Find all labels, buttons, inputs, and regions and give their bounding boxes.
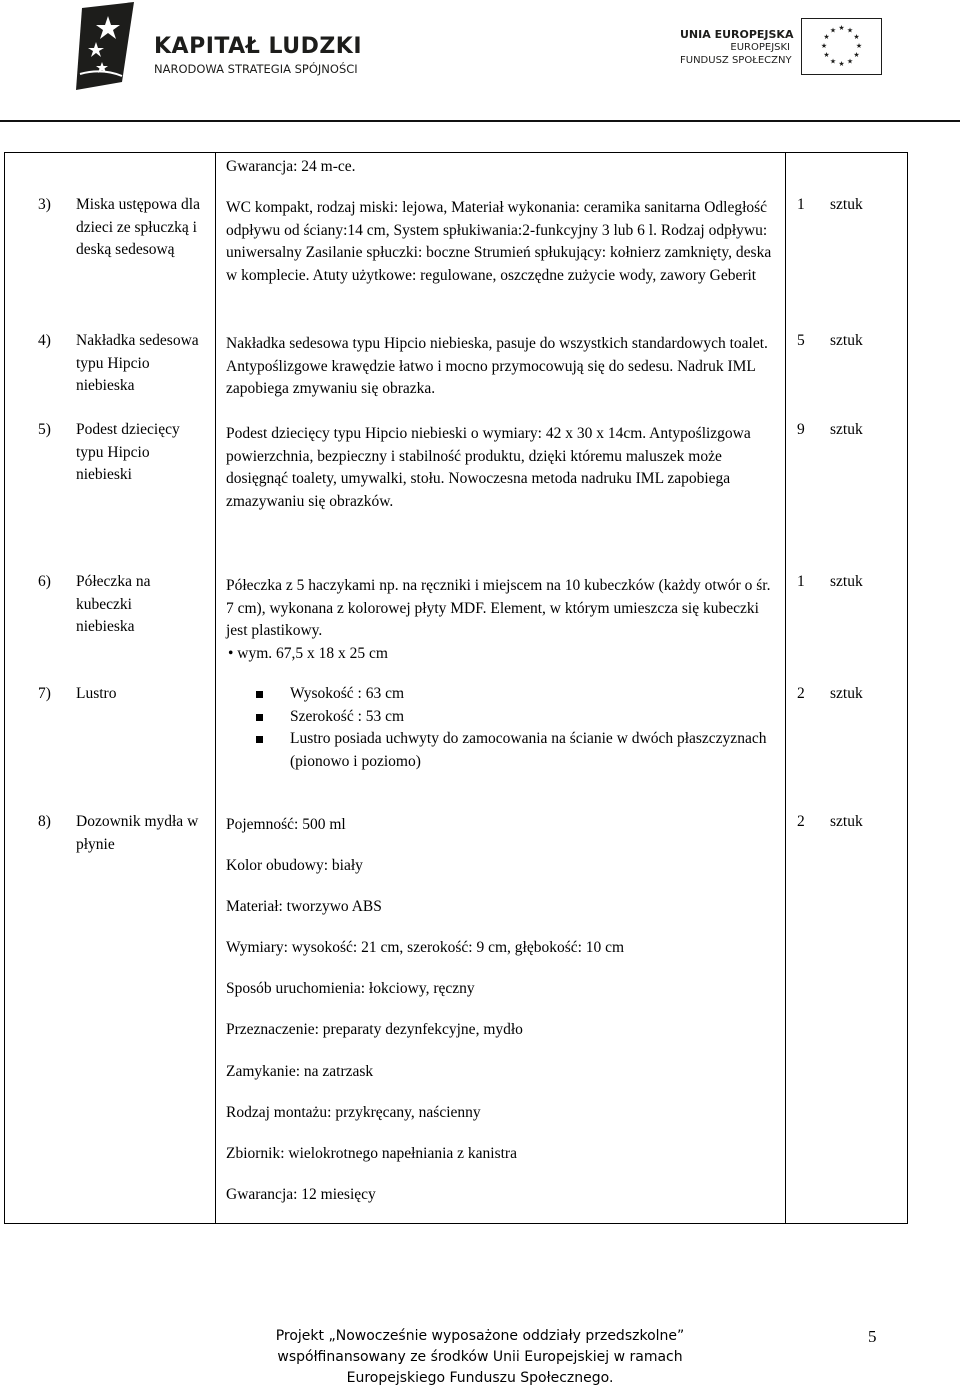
eu-fund-label: [680, 28, 794, 67]
footer-line: Projekt „Nowocześnie wyposażone oddziały przedszkolne”: [275, 1328, 685, 1344]
svg-text:★: ★: [846, 57, 854, 66]
item-quantity: [797, 419, 863, 442]
spec-line: Materiał: tworzywo ABS: [226, 898, 382, 916]
quantity-unit: sztuk: [830, 196, 863, 213]
item-description: Podest dziecięcy typu Hipcio niebieski o wymiary: 42 x 30 x 14cm. Antypoślizgowa powierzchnia, bezpieczny i stabilność produktu, dzięki któremu maluszek może dosięgnąć toalety, umywalki, stołu. Nowoczesna metoda nadruku IML zapobiega zmazywaniu się obrazków.: [226, 425, 751, 510]
item-number: 4): [38, 332, 51, 349]
kapital-ludzki-subtitle: NARODOWA STRATEGIA SPÓJNOŚCI: [154, 62, 358, 76]
item-name: Nakładka sedesowa typu Hipcio niebieska: [76, 332, 199, 394]
spec-line: Zbiornik: wielokrotnego napełniania z kanistra: [226, 1144, 517, 1162]
quantity-value: 5: [797, 332, 805, 349]
quantity-unit: sztuk: [830, 573, 863, 590]
spec-line: Kolor obudowy: biały: [226, 857, 363, 875]
spec-line: Gwarancja: 12 miesięcy: [226, 1185, 376, 1203]
spec-line: Sposób uruchomienia: łokciowy, ręczny: [226, 980, 475, 998]
svg-text:★: ★: [829, 26, 837, 35]
eu-label-line3: FUNDUSZ SPOŁECZNY: [680, 55, 792, 66]
svg-text:★: ★: [823, 51, 830, 59]
svg-text:★: ★: [855, 42, 863, 50]
item-quantity: [797, 683, 863, 706]
item-name: Dozownik mydła w płynie: [76, 813, 199, 853]
item-dimensions-bullet: • wym. 67,5 x 18 x 25 cm: [228, 644, 388, 662]
item-description: Nakładka sedesowa typu Hipcio niebieska, pasuje do wszystkich standardowych toalet. Antypoślizgowe krawędzie łatwo i mocno przymocowują się do sedesu. Nadruk IML zapobiega zmywaniu się obrazka.: [226, 335, 768, 397]
table-column-divider: [215, 152, 216, 1224]
spec-line: Wymiary: wysokość: 21 cm, szerokość: 9 cm, głębokość: 10 cm: [226, 939, 625, 957]
item-number: 7): [38, 685, 51, 702]
eu-flag-icon: [801, 18, 882, 75]
item-quantity: [797, 811, 863, 834]
spec-text: Wysokość : 63 cm: [290, 685, 405, 702]
square-bullet-icon: [256, 736, 263, 743]
item-quantity: [797, 194, 863, 217]
quantity-value: 9: [797, 421, 805, 438]
item-name: Miska ustępowa dla dzieci ze spłuczką i deską sedesową: [76, 196, 200, 258]
item-description-text: Półeczka z 5 haczykami np. na ręczniki i miejscem na 10 kubeczków (każdy otwór o śr. 7 cm), wykonana z kolorowej płyty MDF. Element, w którym umieszcza się kubeczki jest plastikowy.: [226, 577, 771, 639]
quantity-value: 2: [797, 685, 805, 702]
spec-line: Przeznaczenie: preparaty dezynfekcyjne, mydło: [226, 1021, 523, 1039]
item-quantity: [797, 330, 863, 353]
quantity-unit: sztuk: [830, 332, 863, 349]
spec-line: Pojemność: 500 ml: [226, 816, 346, 833]
item-spec-list: [226, 814, 786, 1225]
list-item: [256, 728, 776, 773]
spec-line: Rodzaj montażu: przykręcany, naścienny: [226, 1103, 481, 1121]
item-quantity: [797, 571, 863, 594]
item-name: Lustro: [76, 685, 117, 702]
eu-label-line1: UNIA EUROPEJSKA: [680, 28, 794, 41]
item-number: 8): [38, 813, 51, 830]
quantity-unit: sztuk: [830, 421, 863, 438]
kapital-ludzki-title: KAPITAŁ LUDZKI: [154, 34, 363, 59]
table-border-left: [4, 152, 5, 1224]
item-description: [226, 575, 776, 665]
footer-line: Europejskiego Funduszu Społecznego.: [346, 1370, 614, 1386]
item-description: WC kompakt, rodzaj miski: lejowa, Materiał wykonania: ceramika sanitarna Odległość odpływu od ściany:14 cm, System spłukiwania:2-funkcyjny 3 lub 6 l. Rodzaj odpływu: uniwersalny Zasilanie spłuczki: boczne Strumień spłukujący: kołnierz zamknięty, deska w komplecie. Atuty użytkowe: regulowane, oszczędne zużycie wody, zawory Geberit: [226, 199, 772, 284]
svg-text:★: ★: [838, 60, 845, 68]
table-border-top: [4, 152, 908, 153]
spec-text: Szerokość : 53 cm: [290, 707, 405, 725]
spec-text: Lustro posiada uchwyty do zamocowania na ścianie w dwóch płaszczyznach (pionowo i poziomo): [290, 730, 767, 770]
svg-text:★: ★: [853, 33, 860, 41]
quantity-value: 1: [797, 196, 805, 213]
square-bullet-icon: [256, 691, 263, 698]
item-number: 6): [38, 573, 51, 590]
item-name: Podest dziecięcy typu Hipcio niebieski: [76, 421, 180, 483]
page-footer: [0, 1326, 960, 1389]
square-bullet-icon: [256, 714, 263, 721]
svg-text:★: ★: [838, 24, 845, 32]
page-number: 5: [868, 1327, 877, 1346]
list-item: [256, 706, 776, 729]
item-spec-list: [256, 683, 776, 773]
quantity-value: 2: [797, 813, 805, 830]
header-divider: [0, 120, 960, 122]
svg-text:★: ★: [846, 26, 854, 35]
quantity-unit: sztuk: [830, 813, 863, 830]
quantity-value: 1: [797, 573, 805, 590]
footer-line: współfinansowany ze środków Unii Europejskiej w ramach: [277, 1349, 683, 1365]
svg-text:★: ★: [829, 57, 837, 66]
eu-label-line2: EUROPEJSKI: [730, 42, 790, 53]
spec-line: Zamykanie: na zatrzask: [226, 1062, 374, 1080]
warranty-text: Gwarancja: 24 m-ce.: [226, 158, 356, 175]
svg-text:★: ★: [823, 33, 830, 41]
item-number: 3): [38, 196, 51, 213]
svg-text:★: ★: [853, 51, 860, 59]
item-number: 5): [38, 421, 51, 438]
quantity-unit: sztuk: [830, 685, 863, 702]
list-item: [256, 683, 776, 706]
item-name: Półeczka na kubeczki niebieska: [76, 573, 151, 635]
svg-text:★: ★: [820, 42, 828, 50]
table-border-right: [907, 152, 908, 1224]
